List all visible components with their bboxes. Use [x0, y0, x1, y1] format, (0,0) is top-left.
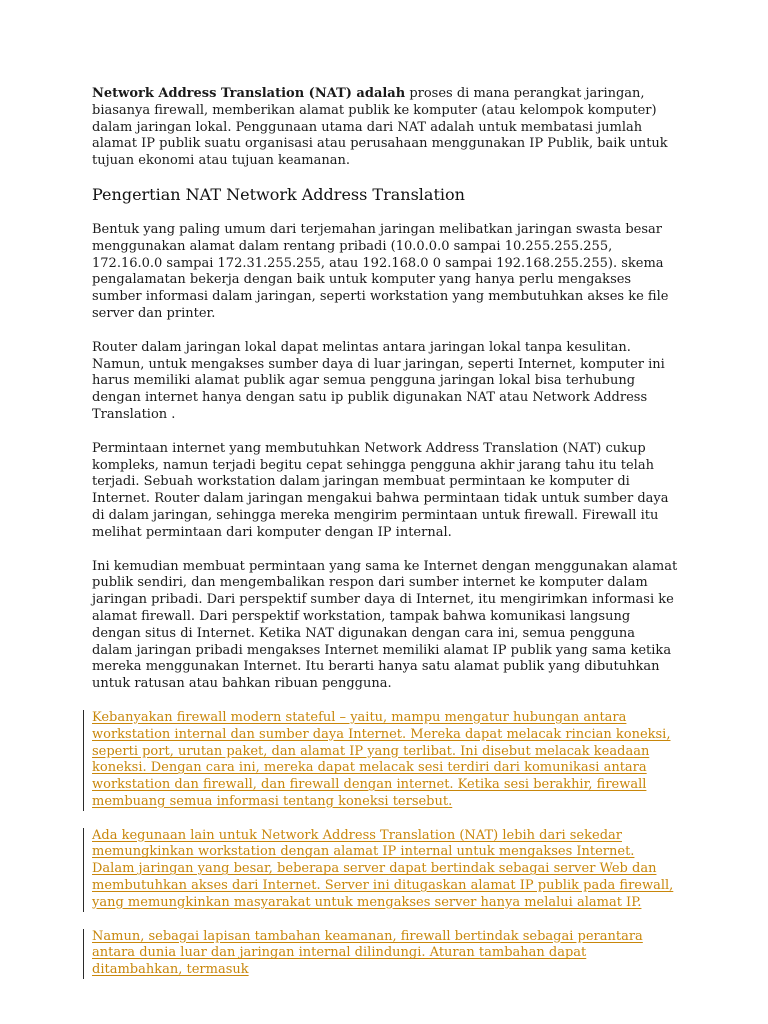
tracked-change-paragraph[interactable] [92, 710, 678, 811]
change-bar [83, 710, 84, 811]
tracked-change-text: Namun, sebagai lapisan tambahan keamanan, firewall bertindak sebagai perantara antara dunia luar dan jaringan internal dilindungi. Aturan tambahan dapat ditambahkan, termasuk [92, 928, 643, 978]
body-paragraph: Bentuk yang paling umum dari terjemahan jaringan melibatkan jaringan swasta besar menggunakan alamat dalam rentang pribadi (10.0.0.0 sampai 10.255.255.255, 172.16.0.0 sampai 172.31.255.255, atau 192.168.0 0 sampai 192.168.255.255). skema pengalamatan bekerja dengan baik untuk komputer yang hanya perlu mengakses sumber informasi dalam jaringan, seperti workstation yang membutuhkan akses ke file server dan printer. [92, 221, 669, 321]
tracked-change-paragraph[interactable] [92, 929, 678, 979]
document-body [92, 86, 678, 996]
section-heading: Pengertian NAT Network Address Translation [92, 184, 465, 204]
intro-paragraph [92, 86, 678, 170]
change-bar [83, 828, 84, 912]
intro-lead-bold: Network Address Translation (NAT) adalah [92, 86, 406, 101]
intro-text: proses di mana perangkat jaringan, biasanya firewall, memberikan alamat publik ke komputer (atau kelompok komputer) dalam jaringan lokal. Penggunaan utama dari NAT adalah untuk membatasi jumlah alamat IP publik suatu organisasi atau perusahaan menggunakan IP Publik, baik untuk tujuan ekonomi atau tujuan keamanan. [92, 86, 668, 169]
body-paragraph: Ini kemudian membuat permintaan yang sama ke Internet dengan menggunakan alamat publik sendiri, dan mengembalikan respon dari sumber internet ke komputer dalam jaringan pribadi. Dari perspektif sumber daya di Internet, itu mengirimkan informasi ke alamat firewall. Dari perspektif workstation, tampak bahwa komunikasi langsung dengan situs di Internet. Ketika NAT digunakan dengan cara ini, semua pengguna dalam jaringan pribadi mengakses Internet memiliki alamat IP publik yang sama ketika mereka menggunakan Internet. Itu berarti hanya satu alamat publik yang dibutuhkan untuk ratusan atau bahkan ribuan pengguna. [92, 558, 678, 692]
tracked-change-text: Kebanyakan firewall modern stateful – yaitu, mampu mengatur hubungan antara workstation internal dan sumber daya Internet. Mereka dapat melacak rincian koneksi, seperti port, urutan paket, dan alamat IP yang terlibat. Ini disebut melacak keadaan koneksi. Dengan cara ini, mereka dapat melacak sesi terdiri dari komunikasi antara workstation dan firewall, dan firewall dengan internet. Ketika sesi berakhir, firewall membuang semua informasi tentang koneksi tersebut. [92, 709, 671, 809]
body-paragraph: Permintaan internet yang membutuhkan Network Address Translation (NAT) cukup kompleks, namun terjadi begitu cepat sehingga pengguna akhir jarang tahu itu telah terjadi. Sebuah workstation dalam jaringan membuat permintaan ke komputer di Internet. Router dalam jaringan mengakui bahwa permintaan tidak untuk sumber daya di dalam jaringan, sehingga mereka mengirim permintaan untuk firewall. Firewall itu melihat permintaan dari komputer dengan IP internal. [92, 440, 669, 540]
tracked-change-paragraph[interactable] [92, 828, 678, 912]
body-paragraph: Router dalam jaringan lokal dapat melintas antara jaringan lokal tanpa kesulitan. Namun, untuk mengakses sumber daya di luar jaringan, seperti Internet, komputer ini harus memiliki alamat publik agar semua pengguna jaringan lokal bisa terhubung dengan internet hanya dengan satu ip publik digunakan NAT atau Network Address Translation . [92, 339, 665, 422]
tracked-change-text: Ada kegunaan lain untuk Network Address Translation (NAT) lebih dari sekedar memungkinkan workstation dengan alamat IP internal untuk mengakses Internet. Dalam jaringan yang besar, beberapa server dapat bertindak sebagai server Web dan membutuhkan akses dari Internet. Server ini ditugaskan alamat IP publik pada firewall, yang memungkinkan masyarakat untuk mengakses server hanya melalui alamat IP. [92, 827, 674, 910]
change-bar [83, 929, 84, 979]
